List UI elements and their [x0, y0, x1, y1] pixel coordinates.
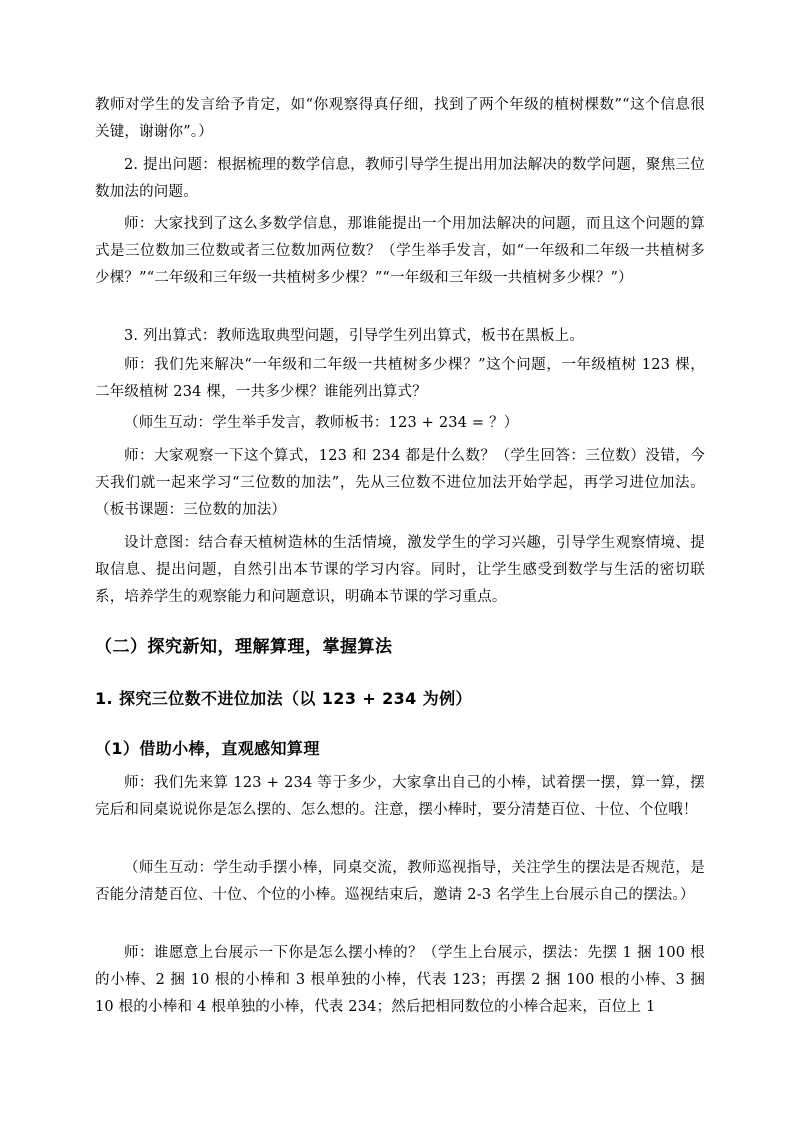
paragraph-sticks-instruction: 师：我们先来算 123 + 234 等于多少，大家拿出自己的小棒，试着摆一摆，算一算，摆完后和同桌说说你是怎么摆的、怎么想的。注意，摆小棒时，要分清楚百位、十位、个位哦！: [95, 775, 705, 818]
paragraph-observe-formula: 师：大家观察一下这个算式，123 和 234 都是什么数？（学生回答：三位数）没错，今天我们就一起来学习“三位数的加法”，先从三位数不进位加法开始学起，再学习进位加法。（板书课题：三位数的加法）: [95, 448, 705, 518]
paragraph-sticks-demo: 师：谁愿意上台展示一下你是怎么摆小棒的？（学生上台展示，摆法：先摆 1 捆 100 根的小棒、2 捆 10 根的小棒和 3 根单独的小棒，代表 123；再摆 2 捆 100 根的小棒、3 捆 10 根的小棒和 4 根单独的小棒，代表 234；然后把相同数位的小棒合起来，百位上 1: [95, 945, 705, 1015]
paragraph-solve-problem: 师：我们先来解决“一年级和二年级一共植树多少棵？”这个问题，一年级植树 123 棵，二年级植树 234 棵，一共多少棵？谁能列出算式？: [95, 357, 705, 400]
paragraph-design-intent: 设计意图：结合春天植树造林的生活情境，激发学生的学习兴趣，引导学生观察情境、提取信息、提出问题，自然引出本节课的学习内容。同时，让学生感受到数学与生活的密切联系，培养学生的观察能力和问题意识，明确本节课的学习重点。: [95, 535, 705, 605]
paragraph-teacher-prompt: 师：大家找到了这么多数学信息，那谁能提出一个用加法解决的问题，而且这个问题的算式是三位数加三位数或者三位数加两位数？（学生举手发言，如“一年级和二年级一共植树多少棵？”“二年级和三年级一共植树多少棵？”“一年级和三年级一共植树多少棵？”）: [95, 216, 705, 286]
paragraph-list-formula: 3. 列出算式：教师选取典型问题，引导学生列出算式，板书在黑板上。: [124, 328, 585, 344]
section-heading: （二）探究新知，理解算理，掌握算法: [95, 637, 393, 657]
paragraph-interaction-board: （师生互动：学生举手发言，教师板书：123 + 234 = ？）: [124, 415, 519, 431]
sub-subsection-heading: （1）借助小棒，直观感知算理: [95, 739, 320, 758]
paragraph-sticks-interaction: （师生互动：学生动手摆小棒，同桌交流，教师巡视指导，关注学生的摆法是否规范，是否能分清楚百位、十位、个位的小棒。巡视结束后，邀请 2-3 名学生上台展示自己的摆法。）: [95, 860, 705, 903]
paragraph-raise-question: 2. 提出问题：根据梳理的数学信息，教师引导学生提出用加法解决的数学问题，聚焦三位数加法的问题。: [95, 157, 705, 200]
paragraph-teacher-affirmation: 教师对学生的发言给予肯定，如“你观察得真仔细，找到了两个年级的植树棵数”“这个信息很关键，谢谢你”。）: [95, 97, 705, 140]
subsection-heading: 1. 探究三位数不进位加法（以 123 + 234 为例）: [95, 689, 472, 708]
